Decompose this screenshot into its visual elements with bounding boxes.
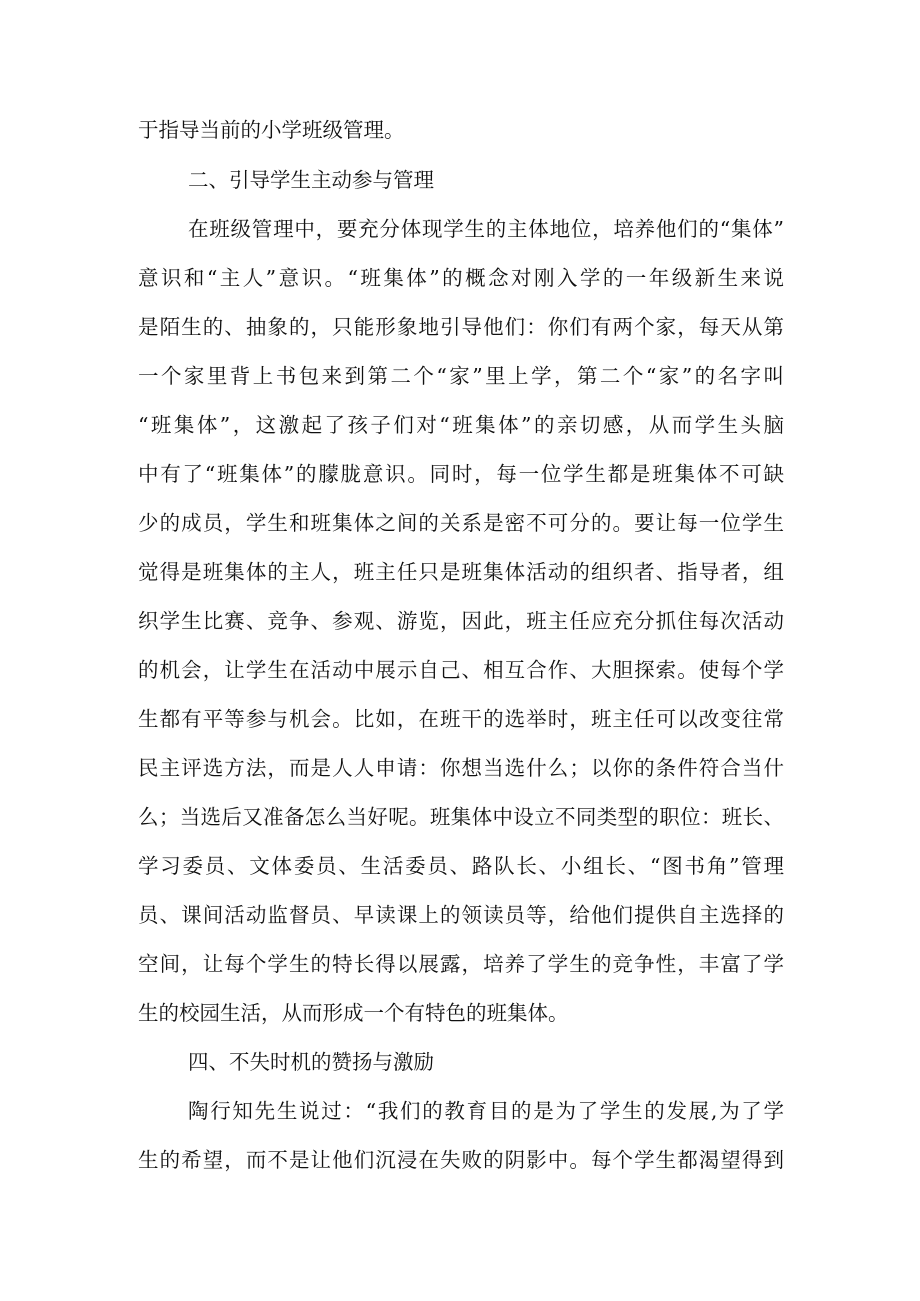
paragraph-line: 觉得是班集体的主人，班主任只是班集体活动的组织者、指导者，组 (138, 560, 784, 584)
paragraph-line: 于指导当前的小学班级管理。 (138, 118, 405, 142)
paragraph-line: 生的校园生活，从而形成一个有特色的班集体。 (138, 1001, 569, 1025)
paragraph-line: 少的成员，学生和班集体之间的关系是密不可分的。要让每一位学生 (138, 511, 784, 535)
paragraph-line: 在班级管理中，要充分体现学生的主体地位，培养他们的“集体” (188, 217, 784, 241)
paragraph-line: 中有了“班集体”的朦胧意识。同时，每一位学生都是班集体不可缺 (138, 462, 784, 486)
paragraph-line: 生的希望，而不是让他们沉浸在失败的阴影中。每个学生都渴望得到 (138, 1148, 784, 1172)
paragraph-line: 么；当选后又准备怎么当好呢。班集体中设立不同类型的职位：班长、 (138, 805, 784, 829)
paragraph-line: 学习委员、文体委员、生活委员、路队长、小组长、“图书角”管理 (138, 854, 784, 878)
paragraph-line: 的机会，让学生在活动中展示自己、相互合作、大胆探索。使每个学 (138, 658, 784, 682)
section-heading: 二、引导学生主动参与管理 (188, 168, 434, 192)
paragraph-line: 民主评选方法，而是人人申请：你想当选什么；以你的条件符合当什 (138, 756, 784, 780)
paragraph-line: 空间，让每个学生的特长得以展露，培养了学生的竞争性，丰富了学 (138, 952, 784, 976)
paragraph-line: 是陌生的、抽象的，只能形象地引导他们：你们有两个家，每天从第 (138, 315, 784, 339)
paragraph-line: “班集体”，这激起了孩子们对“班集体”的亲切感，从而学生头脑 (138, 413, 784, 437)
paragraph-line: 员、课间活动监督员、早读课上的领读员等，给他们提供自主选择的 (138, 903, 784, 927)
paragraph-line: 织学生比赛、竞争、参观、游览，因此，班主任应充分抓住每次活动 (138, 609, 784, 633)
paragraph-line: 意识和“主人”意识。“班集体”的概念对刚入学的一年级新生来说 (138, 266, 784, 290)
paragraph-line: 陶行知先生说过：“我们的教育目的是为了学生的发展,为了学 (188, 1099, 784, 1123)
section-heading: 四、不失时机的赞扬与激励 (188, 1050, 434, 1074)
paragraph-line: 一个家里背上书包来到第二个“家”里上学，第二个“家”的名字叫 (138, 364, 784, 388)
paragraph-line: 生都有平等参与机会。比如，在班干的选举时，班主任可以改变往常 (138, 707, 784, 731)
